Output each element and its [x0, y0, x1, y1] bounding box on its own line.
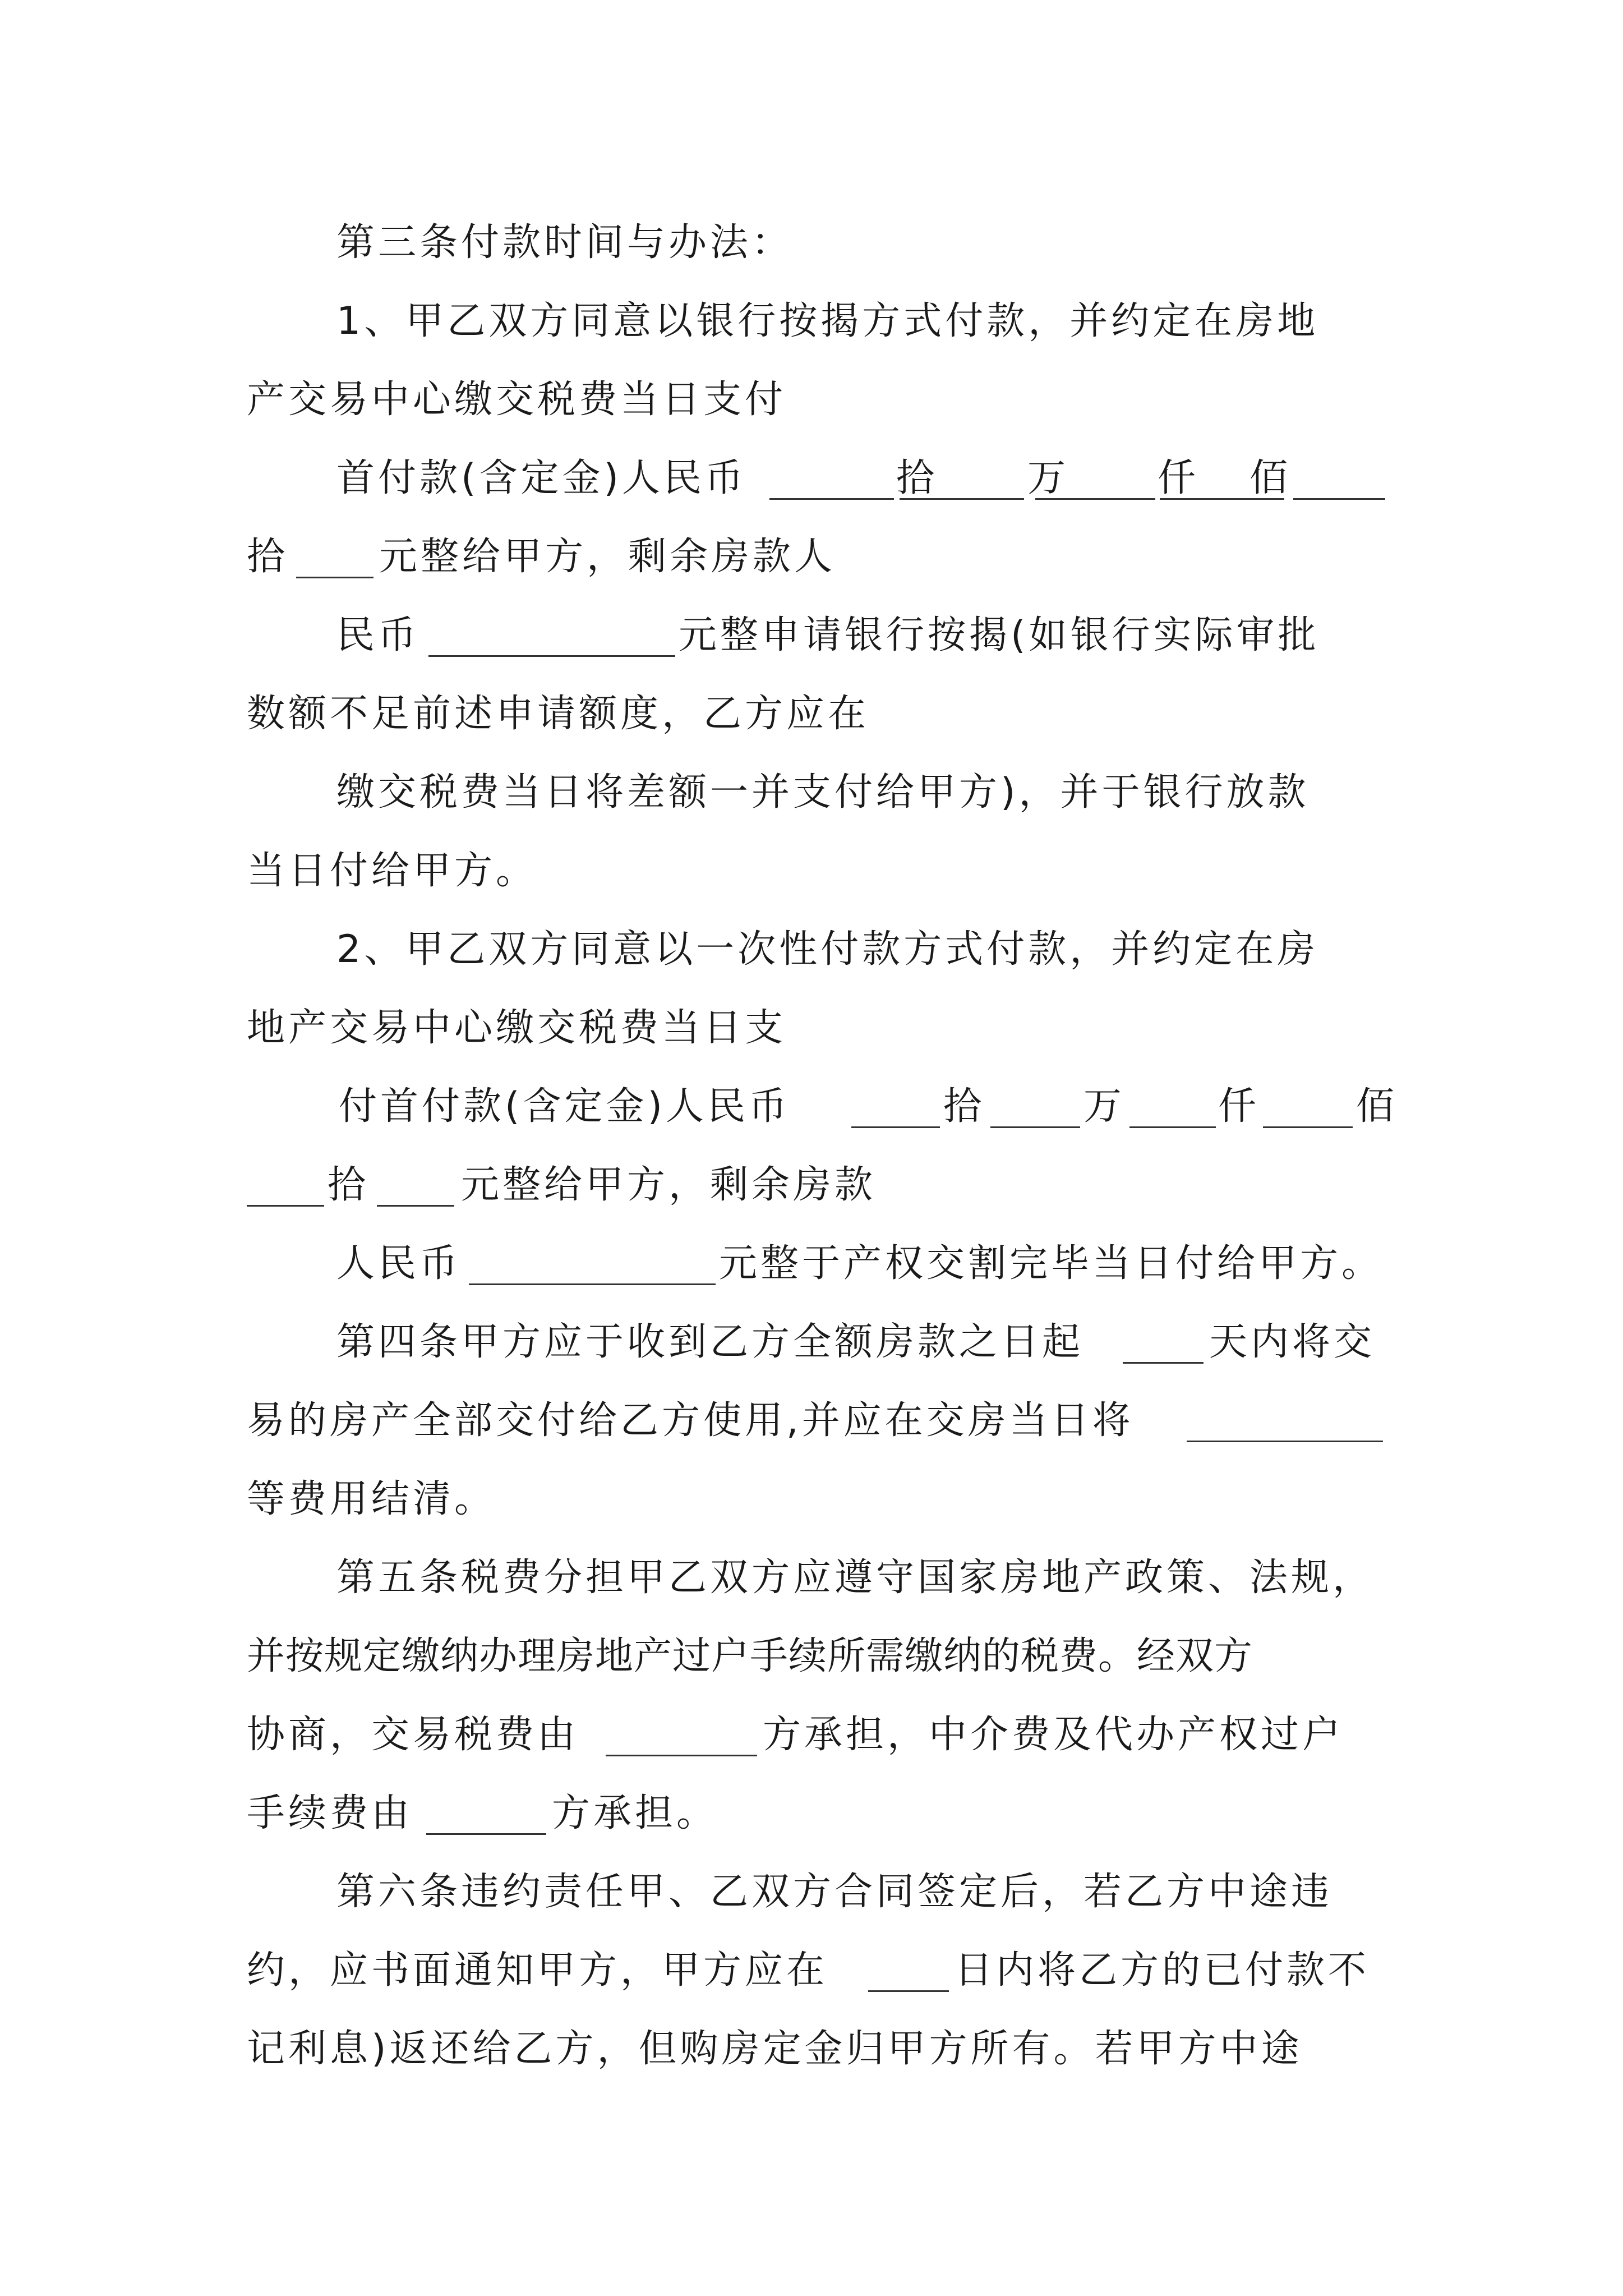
paragraph-line	[0, 1704, 1623, 1766]
fill-in-blank	[1187, 1406, 1383, 1442]
text-line: 产交易中心缴交税费当日支付	[247, 378, 787, 422]
text-segment: 元整于产权交割完毕当日付给甲方。	[719, 1241, 1384, 1286]
text-segment: 民币	[336, 613, 420, 657]
text-segment: 元整给甲方，剩余房款	[461, 1163, 877, 1207]
paragraph-line	[0, 1233, 1623, 1295]
unit-label: 拾	[896, 456, 938, 500]
unit-label: 万	[1027, 456, 1069, 500]
text-segment: 元整申请银行按揭(如银行实际审批	[679, 613, 1320, 657]
text-segment: 天内将交	[1209, 1320, 1376, 1364]
unit-label: 佰	[1356, 1084, 1398, 1129]
fill-in-blank	[606, 1720, 757, 1756]
fill-in-blank	[1293, 463, 1385, 500]
fill-in-blank	[900, 463, 1024, 500]
text-line: 数额不足前述申请额度，乙方应在	[247, 692, 870, 736]
unit-label: 拾	[328, 1163, 370, 1207]
text-segment: 方承担，中介费及代办产权过户	[763, 1713, 1344, 1757]
fill-in-blank	[1123, 1327, 1204, 1364]
text-segment: 日内将乙方的已付款不	[955, 1948, 1370, 1993]
paragraph-line	[0, 1783, 1623, 1844]
fill-in-blank	[247, 1170, 324, 1207]
paragraph-line	[0, 997, 1623, 1059]
paragraph-line	[0, 840, 1623, 902]
paragraph-line	[0, 762, 1623, 823]
text-line: 地产交易中心缴交税费当日支	[247, 1006, 787, 1050]
unit-label: 仟	[1158, 456, 1200, 500]
text-line: 1、甲乙双方同意以银行按揭方式付款，并约定在房地	[336, 299, 1319, 343]
paragraph-line	[0, 683, 1623, 745]
text-segment: 首付款(含定金)人民币	[336, 456, 747, 500]
fill-in-blank	[426, 1798, 546, 1835]
article-4-line	[0, 1312, 1623, 1373]
fill-in-blank	[377, 1170, 454, 1207]
text-line: 第六条违约责任甲、乙双方合同签定后，若乙方中途违	[336, 1870, 1333, 1914]
paragraph-line	[0, 919, 1623, 981]
fill-in-blank	[1263, 1092, 1353, 1128]
unit-label: 拾	[247, 535, 289, 579]
fill-in-blank	[990, 1092, 1080, 1128]
paragraph-line	[0, 291, 1623, 352]
paragraph-line	[0, 1076, 1623, 1138]
text-line: 等费用结清。	[247, 1477, 496, 1521]
text-segment: 约，应书面通知甲方，甲方应在	[247, 1948, 828, 1993]
paragraph-line	[0, 369, 1623, 431]
article-5-line	[0, 1547, 1623, 1609]
text-line: 2、甲乙双方同意以一次性付款方式付款，并约定在房	[336, 927, 1319, 972]
unit-label: 拾	[943, 1084, 985, 1129]
unit-label: 佰	[1249, 456, 1292, 500]
text-segment: 易的房产全部交付给乙方使用,并应在交房当日将	[247, 1398, 1134, 1443]
text-line: 记利息)返还给乙方，但购房定金归甲方所有。若甲方中途	[247, 2027, 1303, 2071]
paragraph-line	[0, 1626, 1623, 1687]
paragraph-line	[0, 1154, 1623, 1216]
text-segment: 协商，交易税费由	[247, 1713, 579, 1757]
fill-in-blank	[1129, 1092, 1216, 1128]
paragraph-line	[0, 2018, 1623, 2080]
text-line: 当日付给甲方。	[247, 849, 538, 893]
text-segment: 手续费由	[247, 1791, 413, 1835]
article-3-heading	[0, 212, 1623, 274]
fill-in-blank	[296, 542, 374, 578]
text-segment: 方承担。	[552, 1791, 718, 1835]
fill-in-blank	[428, 620, 675, 657]
text-segment: 人民币	[336, 1241, 462, 1286]
paragraph-line	[0, 526, 1623, 588]
unit-label: 万	[1083, 1084, 1126, 1129]
text-line: 第五条税费分担甲乙双方应遵守国家房地产政策、法规，	[336, 1556, 1375, 1600]
paragraph-line	[0, 1469, 1623, 1530]
fill-in-blank	[868, 1955, 949, 1992]
text-segment: 第四条甲方应于收到乙方全额房款之日起	[336, 1320, 1084, 1364]
unit-label: 仟	[1218, 1084, 1260, 1129]
text-line: 第三条付款时间与办法：	[336, 220, 794, 265]
fill-in-blank	[769, 463, 894, 500]
text-line: 并按规定缴纳办理房地产过户手续所需缴纳的税费。经双方	[247, 1634, 1253, 1678]
fill-in-blank	[851, 1092, 940, 1128]
text-segment: 元整给甲方，剩余房款人	[379, 535, 836, 579]
paragraph-line	[0, 605, 1623, 666]
paragraph-line	[0, 1390, 1623, 1452]
text-line: 缴交税费当日将差额一并支付给甲方)，并于银行放款	[336, 770, 1310, 815]
paragraph-line	[0, 448, 1623, 509]
fill-in-blank	[1035, 463, 1155, 500]
text-segment: 付首付款(含定金)人民币	[339, 1084, 791, 1129]
paragraph-line	[0, 1940, 1623, 2001]
fill-in-blank	[469, 1249, 716, 1285]
article-6-line	[0, 1861, 1623, 1923]
